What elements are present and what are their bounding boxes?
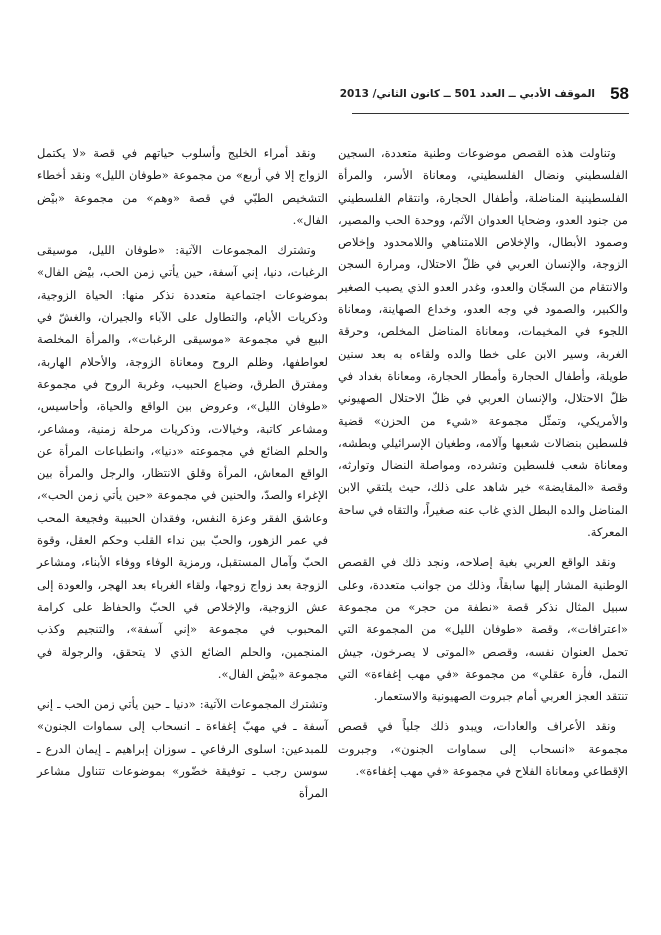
paragraph: وتشترك المجموعات الآتية: «طوفان الليل، موسيقى الرغبات، دنيا، إني آسفة، حين يأتي زمن الحب، بيْض الفال» بموضوعات اجتماعية متعددة نذكر منها: الحياة الزوجية، وذكريات الأيام، والتطاول على الآباء والجيران، والغشّ في البيع في مجموعة «موسيقى الرغبات»، والمرأة المخلصة لعواطفها، وظلم الروح ومعاناة الزوجة، والأحلام الهاربة، ومفترق الطرق، وضياع الحبيب، وغربة الروح في مجموعة «طوفان الليل»، وعروض بين الواقع والحياة، وأحاسيس، ومشاعر كاتبة، وخيالات، وذكريات مرحلة زمنية، ومشاعر، والحلم الضائع في مجموعته «دنيا»، وانطباعات المرأة عن الواقع المعاش، المرأة وقلق الانتظار، والرجل والمرأة بين الإغراء والصدّ، والحنين في مجموعة «حين يأتي زمن الحب»، وعاشق الفقر وعزة النفس، وفقدان الحبيبة وفجيعة المحب في عمر الزهور، والحبّ بين نداء القلب وحكم العقل، وقوة الحبّ وآمال المستقبل، ورمزية الوفاء ووفاء الأبناء، ومشاعر الزوجة بعد زواج زوجها، ولقاء الغرباء بعد الهجر، والعودة إلى عش الزوجية، والإخلاص في الحبّ والحفاظ على كرامة المحبوب في مجموعة «إني آسفة»، والتنجيم وكذب المنجمين، والحلم الضائع الذي لا يتحقق، والرجولة في مجموعة «بيْض الفال». [37, 243, 328, 681]
left-column [37, 142, 328, 813]
running-head: الموقف الأدبي ــ العدد 501 ــ كانون الثاني/ 2013 [339, 88, 595, 100]
paragraph: وتشترك المجموعات الآتية: «دنيا ـ حين يأتي زمن الحب ـ إني آسفة ـ في مهبّ إغفاءة ـ انسحاب إلى سماوات الجنون» للمبدعين: اسلوى الرفاعي ـ سوزان إبراهيم ـ إيمان الدرع ـ سوسن رجب ـ توفيقة خضّور» بموضوعات تتناول مشاعر المرأة [37, 697, 328, 801]
header-rule [352, 113, 629, 114]
paragraph: وتناولت هذه القصص موضوعات وطنية متعددة، السجين الفلسطيني ونضال الفلسطيني، ومعاناة الأسر، والمرأة الفلسطينية المناضلة، وأطفال الحجارة، وانتقام الفلسطيني من جنود العدو، وضحايا العدوان الآثم، ووحدة الحب والمصير، وصمود الأبطال، والإخلاص اللامتناهي واللامحدود وإخلاص الزوجة، والإنسان العربي في ظلّ الاحتلال، ومرارة السجن والانتقام من السجّان والعدو، وغدر العدو الذي يصيب الصغير والكبير، والصمود في وجه العدو، وخداع الصهاينة، ومعاناة اللجوء في المخيمات، ومعاناة المناضل المخلص، وحرقة الغربة، وسير الابن على خطا والده ولقاءه به بعد سنين طويلة، وأطفال الحجارة وأمطار الحجارة، ومعاناة بغداد في ظلّ الاحتلال، والإنسان العربي في ظلّ الاحتلال الصهيوني والأمريكي، وتمثّل مجموعة «شيء من الحزن» قضية فلسطين بنضالات شعبها وآلامه، وطغيان الإسرائيلي وبطشه، ومعاناة شعب فلسطين وتشرده، ومواصلة النضال وتوارثه، وقصة «المقايضة» خير شاهد على ذلك، حيث يلتقي الابن المناضل والده البطل الذي غاب عنه صغيراً، والتقاه في ساحة المعركة. [338, 146, 628, 540]
page-header [339, 80, 629, 116]
page-number: 58 [610, 84, 629, 103]
right-column [338, 142, 628, 790]
paragraph: ونقد أمراء الخليج وأسلوب حياتهم في قصة «لا يكتمل الزواج إلا في أربع» من مجموعة «طوفان الليل» ونقد أخطاء التشخيص الطبّي في قصة «وهم» من مجموعة «بيْض الفال». [37, 146, 328, 227]
paragraph: ونقد الأعراف والعادات، ويبدو ذلك جلياً في قصص مجموعة «انسحاب إلى سماوات الجنون»، وجبروت الإقطاعي ومعاناة الفلاح في مجموعة «في مهب إغفاءة». [338, 719, 628, 779]
paragraph: ونقد الواقع العربي بغية إصلاحه، ونجد ذلك في القصص الوطنية المشار إليها سابقاً، وذلك من جوانب متعددة، وعلى سبيل المثال نذكر قصة «نطفة من حجر» من مجموعة «اعترافات»، وقصة «طوفان الليل» من المجموعة التي تحمل العنوان نفسه، وقصص «الموتى لا يصرخون، جيش النمل، فأرة عقلي» من مجموعة «في مهب إغفاءة» التي تنتقد العجز العربي أمام جبروت الصهيونية والاستعمار. [338, 555, 628, 704]
